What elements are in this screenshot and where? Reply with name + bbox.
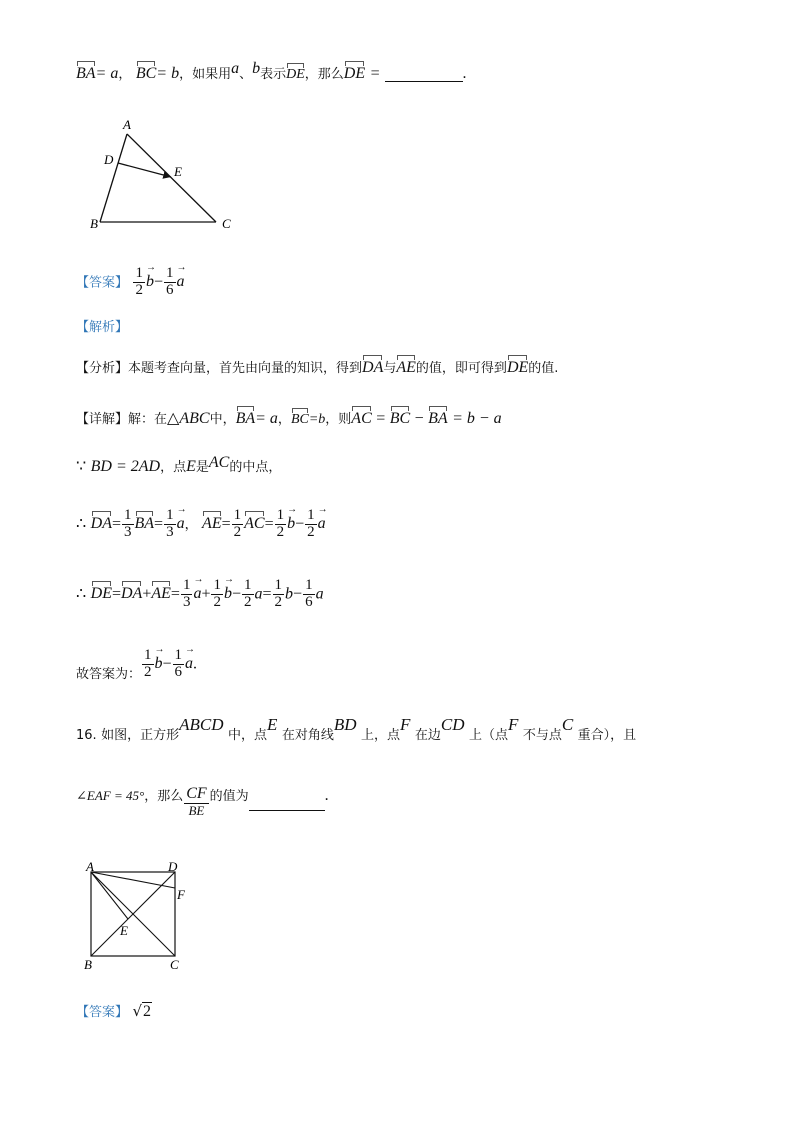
stem-text-1: ，如果用 [179, 67, 232, 82]
stem-text-8: 重合），且 [577, 728, 637, 743]
minus: − [153, 273, 163, 291]
denominator: 6 [305, 593, 313, 610]
var-b: b → [287, 516, 295, 532]
bd-equals-2ad: BD = 2AD [90, 458, 161, 475]
vector-bc: BC [135, 65, 157, 82]
var-b: b [252, 60, 261, 77]
xiangjie-text-2: 中， [209, 412, 236, 427]
var-b: b [285, 585, 294, 603]
vector-ba: BA [428, 410, 448, 427]
stem-end: . [462, 65, 467, 82]
because-line [76, 454, 282, 475]
final-lead: 故答案为： [76, 667, 142, 683]
diagonal-bd: BD [333, 715, 357, 734]
stem-text-4: 上，点 [361, 728, 401, 743]
equals-sign: = [376, 410, 386, 427]
label-a: A [123, 117, 131, 132]
var-a: a → [177, 516, 185, 532]
label-b: B [84, 957, 92, 972]
var-a: a [254, 585, 263, 603]
equals-b: = b [156, 65, 180, 82]
var-b: b → [146, 274, 154, 290]
vector-de-2: DE [343, 65, 366, 82]
minus: − [414, 410, 424, 427]
numerator: 1 [244, 577, 252, 593]
minus: − [295, 515, 305, 533]
numerator: 1 [305, 577, 313, 593]
plus: + [142, 585, 152, 603]
fraction [173, 648, 185, 681]
side-cd: CD [440, 715, 465, 734]
label-e: E [174, 164, 182, 179]
point-e: E [186, 458, 196, 475]
fenxi-text-3: 的值，即可得到 [415, 361, 507, 376]
stem-text-3: ，那么 [304, 67, 344, 82]
fraction [305, 508, 317, 541]
numerator: 1 [166, 265, 174, 281]
stem-text-6: 上（点 [468, 728, 508, 743]
therefore-line-1 [76, 508, 326, 541]
denominator: 6 [174, 663, 183, 680]
equals-sign: = [111, 515, 121, 533]
numerator: 1 [124, 507, 132, 523]
q15-stem [76, 60, 467, 82]
q16-answer [76, 1004, 152, 1020]
denominator: 3 [166, 523, 174, 540]
fraction [232, 508, 244, 541]
stem-text-9: ，那么 [144, 788, 184, 804]
equals-sign: = [264, 515, 274, 533]
therefore-line-2 [76, 578, 324, 611]
answer-blank [249, 796, 325, 811]
fraction [133, 266, 145, 299]
label-a: A [86, 860, 94, 874]
label-c: C [222, 216, 231, 231]
var-a: a → [193, 586, 201, 602]
therefore-symbol: ∴ [76, 585, 87, 603]
denominator: 6 [166, 281, 174, 298]
var-b: b → [224, 586, 232, 602]
angle-eaf: ∠EAF = 45° [76, 787, 145, 803]
fraction [164, 266, 176, 299]
fraction [164, 508, 176, 541]
denominator: 2 [233, 523, 242, 540]
stem-text-2: 中，点 [228, 728, 268, 743]
stem-end: . [324, 786, 329, 804]
numerator: 1 [182, 577, 191, 593]
numerator: 1 [135, 265, 143, 281]
sqrt-sign-icon: √ [132, 1002, 143, 1020]
equals-sign: = [111, 585, 121, 603]
equals-sign: = [262, 585, 272, 603]
var-a: a → [185, 656, 193, 672]
result: = b − a [452, 410, 502, 427]
label-d: D [168, 860, 178, 874]
xiangjie-line [76, 411, 502, 427]
stem-text-5: 在边 [414, 728, 441, 743]
denominator: 2 [135, 281, 143, 298]
denominator: 2 [144, 663, 152, 680]
vector-de: DE [286, 67, 305, 82]
because-symbol: ∵ [76, 458, 87, 475]
label-e: E [120, 923, 128, 938]
square-figure [82, 860, 192, 972]
denominator: 2 [307, 523, 315, 540]
fenxi-text-4: 的值. [528, 361, 559, 376]
fraction [211, 578, 223, 611]
numerator: 1 [274, 577, 283, 593]
var-a: a → [318, 516, 326, 532]
numerator: 1 [144, 647, 152, 663]
stem-text-7: 不与点 [522, 728, 562, 743]
vector-ba: BA [76, 65, 96, 82]
stem-text-10: 的值为 [209, 788, 249, 804]
segment-ac [127, 134, 216, 222]
var-a: a → [177, 274, 185, 290]
separator: ， [118, 67, 132, 82]
minus: − [231, 585, 241, 603]
point-e: E [267, 715, 278, 734]
fenxi-text-2: 与 [383, 361, 397, 376]
final-answer-line [76, 648, 197, 681]
equals-a: = a [95, 65, 119, 82]
label-c: C [170, 957, 179, 972]
vector-ba: BA [134, 515, 155, 533]
answer-tag: 【答案】 [76, 1005, 129, 1020]
label-d: D [104, 152, 114, 167]
minus: − [293, 585, 303, 603]
separator: ， [277, 412, 291, 427]
segment-ab [100, 134, 127, 222]
vector-da: DA [362, 359, 384, 376]
q16-stem-line-2 [76, 786, 329, 817]
fraction [273, 578, 285, 611]
segment-af [91, 872, 175, 888]
vector-de: DE [506, 359, 529, 376]
analysis-tag: 【解析】 [76, 320, 129, 335]
q15-answer [76, 266, 185, 299]
equals-sign: = [170, 585, 180, 603]
numerator: 1 [213, 577, 221, 593]
denominator: 2 [274, 593, 283, 610]
vector-ae: AE [151, 585, 171, 603]
fraction [242, 578, 254, 611]
equals-b: =b [308, 412, 326, 427]
stem-text-1: 如图，正方形 [101, 728, 180, 743]
because-text-1: ，点 [160, 460, 187, 475]
denominator: 2 [244, 593, 252, 610]
segment-ae [91, 872, 128, 919]
numerator: 1 [276, 507, 285, 523]
stem-text-2: 表示 [260, 67, 287, 82]
vector-ba: BA [235, 410, 256, 427]
denominator: 2 [276, 523, 285, 540]
because-text-3: 的中点， [229, 460, 282, 475]
denominator: 3 [182, 593, 191, 610]
vector-ac: AC [351, 410, 372, 427]
numerator: 1 [307, 507, 315, 523]
point-c: C [561, 715, 574, 734]
fraction [303, 578, 315, 611]
fenxi-text-1: 本题考查向量，首先由向量的知识，得到 [128, 361, 363, 376]
fenxi-line [76, 360, 558, 376]
separator: ， [184, 517, 198, 533]
denominator: BE [188, 802, 205, 818]
fenxi-tag: 【分析】 [76, 361, 129, 376]
fraction-cf-be [184, 786, 208, 817]
denominator: 3 [124, 523, 132, 540]
xiangjie-then: ，则 [325, 412, 352, 427]
vector-de: DE [90, 585, 112, 603]
xiangjie-tag: 【详解】 [76, 412, 129, 427]
because-text-2: 是 [195, 460, 209, 475]
vector-bc: BC [389, 410, 411, 427]
equals-sign: = [221, 515, 231, 533]
final-end: . [193, 655, 198, 673]
fraction [142, 648, 154, 681]
minus: − [162, 655, 172, 673]
var-a: a [315, 585, 324, 603]
vector-ae: AE [202, 515, 222, 533]
vector-bc: BC [290, 412, 309, 427]
equals-sign: = [154, 515, 164, 533]
sqrt-radicand: 2 [143, 1003, 152, 1020]
var-b: b → [155, 656, 163, 672]
xiangjie-text-1: 解：在 [128, 412, 168, 427]
denominator: 2 [213, 593, 221, 610]
vector-da: DA [121, 585, 143, 603]
var-a: a [231, 60, 240, 77]
answer-tag: 【答案】 [76, 275, 129, 291]
label-f: F [177, 887, 185, 902]
numerator: 1 [174, 647, 183, 663]
triangle-figure [82, 114, 242, 236]
vector-da: DA [90, 515, 112, 533]
therefore-symbol: ∴ [76, 515, 87, 533]
square-abcd: ABCD [179, 715, 224, 734]
stem-text-3: 在对角线 [281, 728, 334, 743]
equals-a: = a [255, 410, 278, 427]
vector-ae: AE [396, 359, 416, 376]
point-f: F [400, 715, 411, 734]
numerator: 1 [166, 507, 174, 523]
q16-stem-line-1 [76, 715, 637, 743]
plus: + [201, 585, 211, 603]
numerator: CF [186, 785, 207, 802]
fraction [181, 578, 193, 611]
triangle-abc: △ABC [167, 410, 210, 427]
question-number: 16. [76, 728, 97, 743]
numerator: 1 [233, 507, 242, 523]
fraction [122, 508, 134, 541]
vector-ac: AC [244, 515, 265, 533]
answer-blank [385, 67, 463, 82]
fraction [275, 508, 287, 541]
segment-ac: AC [208, 454, 230, 471]
label-b: B [90, 216, 98, 231]
equals-sign: = [369, 65, 381, 82]
point-f: F [507, 715, 519, 734]
stem-dun: 、 [239, 67, 253, 82]
